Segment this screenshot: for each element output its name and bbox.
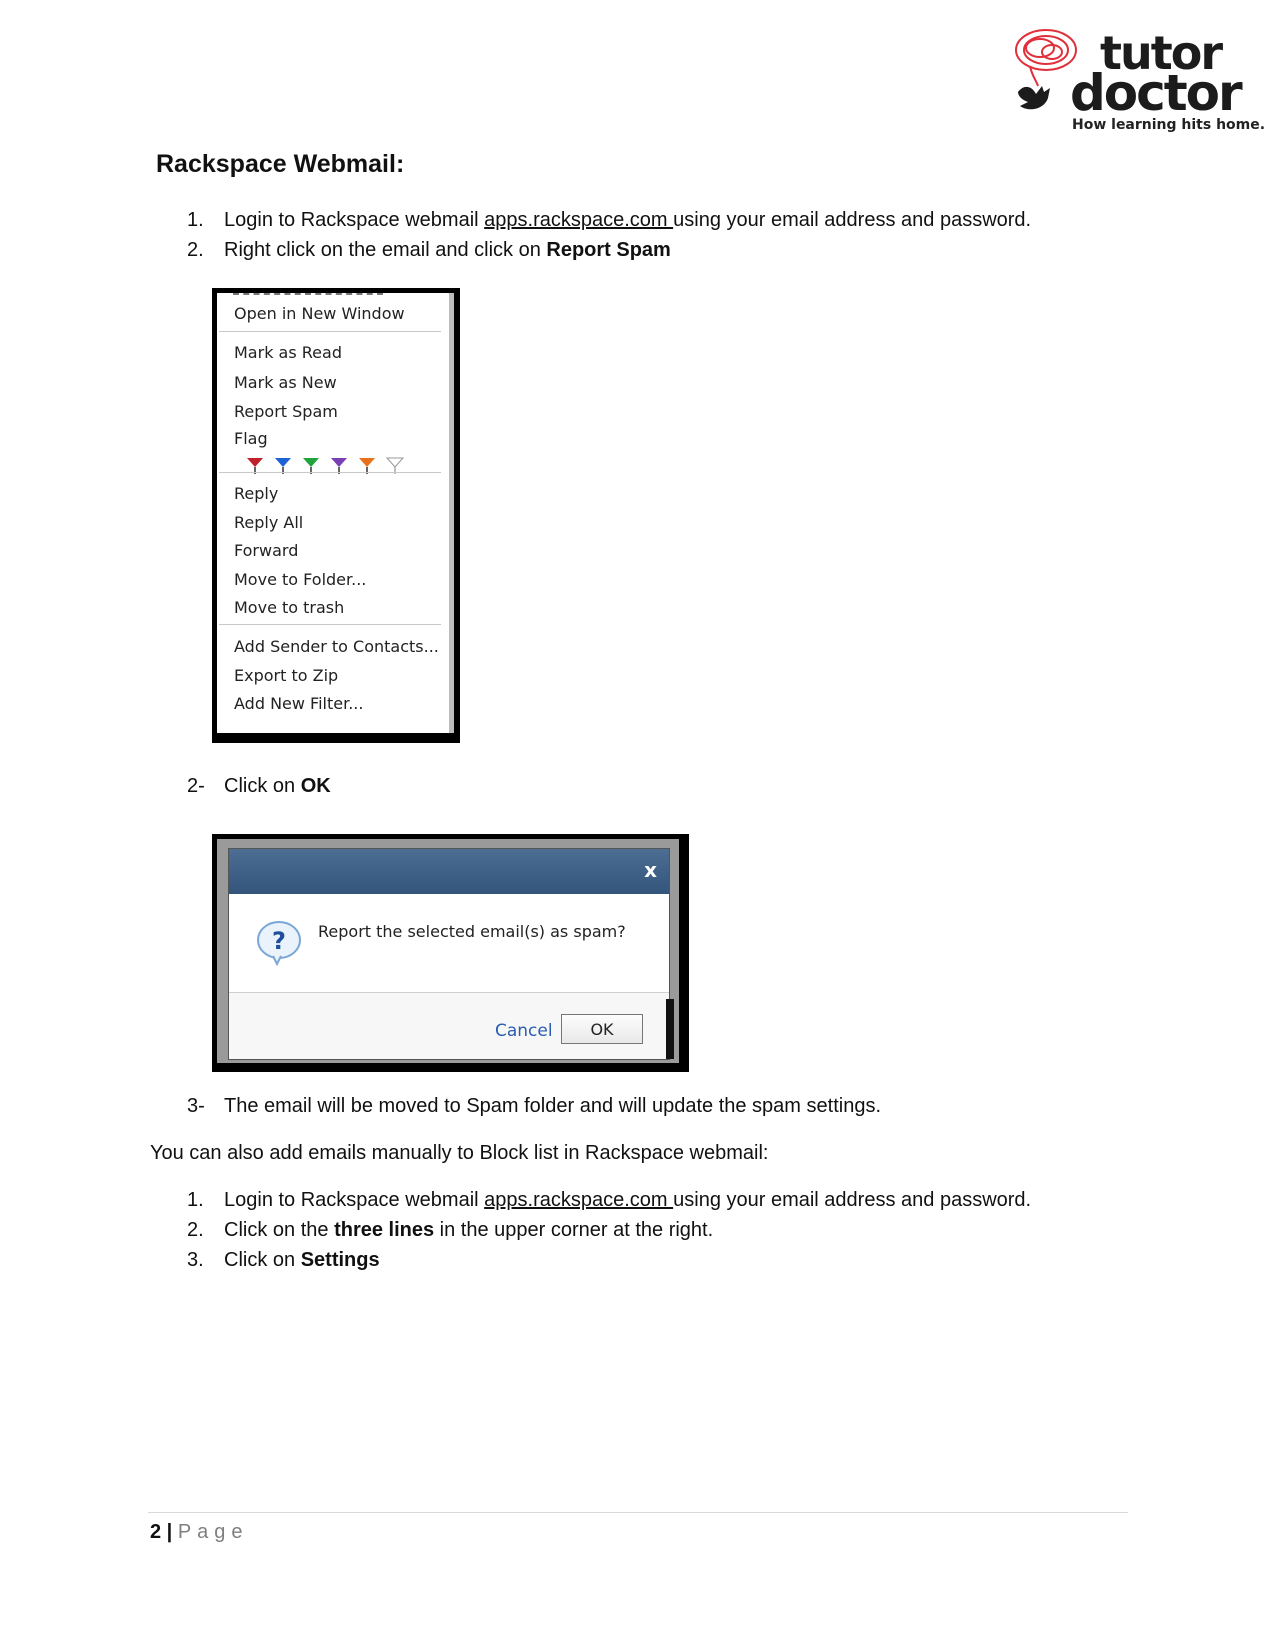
menu-item-add-new-filter[interactable]: Add New Filter... [234,694,364,713]
menu-separator [219,624,441,625]
footer-separator: | [161,1521,178,1543]
step-number: 2. [187,239,204,261]
ok-button[interactable]: OK [561,1014,643,1044]
menu-item-open-new-window[interactable]: Open in New Window [234,304,405,323]
scrollbar[interactable] [666,999,674,1059]
close-icon[interactable]: x [644,858,657,882]
step-text: The email will be moved to Spam folder and will update the spam settings. [224,1095,882,1117]
step-number: 1. [187,1189,204,1211]
step-text-bold: OK [300,775,331,797]
page-heading: Rackspace Webmail: [156,150,405,178]
menu-cutoff-edge [233,293,383,297]
question-icon [255,920,303,966]
step-text-pre: Right click on the email and click on [224,239,547,261]
tutor-doctor-logo [1010,26,1266,138]
context-menu-screenshot [212,288,460,743]
menu-item-add-sender-contacts[interactable]: Add Sender to Contacts... [234,637,439,656]
step-text [224,238,671,262]
step-text [224,1188,1031,1212]
logo-word-doctor: doctor [1070,64,1241,122]
logo-word-tutor: tutor [1100,26,1222,80]
menu-item-move-to-folder[interactable]: Move to Folder... [234,570,367,589]
cancel-button[interactable]: Cancel [495,1021,553,1041]
step-text-post: using your email address and password. [673,209,1032,231]
rackspace-link[interactable]: apps.rackspace.com [484,209,674,231]
step-text-pre: Click on [224,775,301,797]
step-number: 2- [187,775,205,797]
report-spam-dialog [228,848,670,1060]
menu-item-flag[interactable]: Flag [234,429,268,448]
menu-item-move-to-trash[interactable]: Move to trash [234,598,345,617]
step-text-bold: three lines [334,1219,435,1241]
menu-separator [219,472,441,473]
menu-item-mark-new[interactable]: Mark as New [234,373,337,392]
step-number: 1. [187,209,204,231]
page-number: 2 [150,1521,162,1543]
menu-item-mark-read[interactable]: Mark as Read [234,343,342,362]
svg-text:?: ? [272,927,286,955]
step-text [224,1248,380,1272]
step-number: 3- [187,1095,205,1117]
step-text-pre: Login to Rackspace webmail [224,209,485,231]
step-text-pre: Login to Rackspace webmail [224,1189,485,1211]
step-text [224,774,331,798]
menu-item-export-zip[interactable]: Export to Zip [234,666,339,685]
dialog-message: Report the selected email(s) as spam? [318,922,626,941]
step-text-pre: Click on [224,1249,301,1271]
step-text-bold: Report Spam [546,239,671,261]
step-text-post: in the upper corner at the right. [434,1219,714,1241]
menu-separator [219,331,441,332]
step-number: 3. [187,1249,204,1271]
logo-tagline: How learning hits home. [1072,117,1266,133]
page-footer [150,1521,249,1544]
menu-item-reply-all[interactable]: Reply All [234,513,304,532]
dialog-titlebar [229,849,669,894]
menu-item-report-spam[interactable]: Report Spam [234,402,338,421]
menu-item-reply[interactable]: Reply [234,484,279,503]
dialog-body [229,894,669,993]
spam-dialog-screenshot [212,834,689,1072]
context-menu [217,293,454,733]
step-number: 2. [187,1219,204,1241]
step-text [224,1218,713,1242]
rackspace-link[interactable]: apps.rackspace.com [484,1189,674,1211]
page-word: Page [177,1521,249,1543]
step-text-post: using your email address and password. [673,1189,1032,1211]
step-text-bold: Settings [300,1249,380,1271]
step-text-pre: Click on the [224,1219,335,1241]
dialog-frame [217,839,679,1063]
footer-divider [148,1512,1128,1513]
menu-item-forward[interactable]: Forward [234,541,299,560]
step-text [224,208,1031,232]
block-list-intro: You can also add emails manually to Block list in Rackspace webmail: [150,1142,769,1164]
